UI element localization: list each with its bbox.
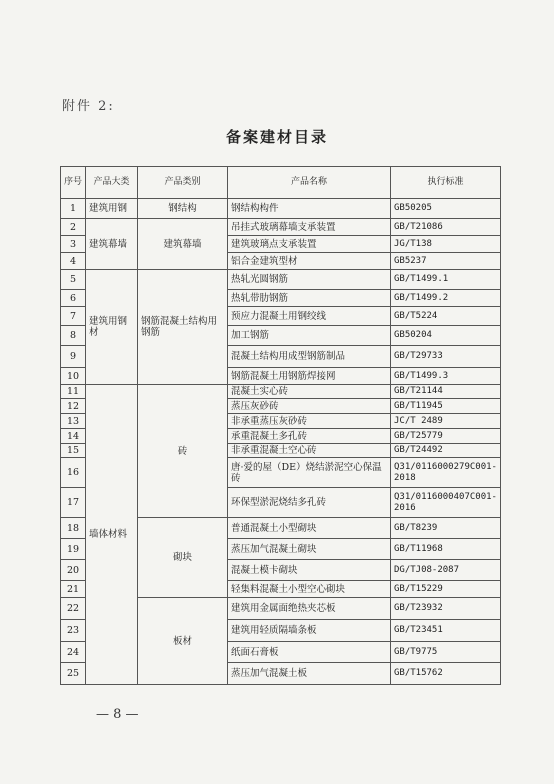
type-cell: 板材 (138, 598, 228, 685)
type-cell: 砖 (138, 385, 228, 518)
row-number: 2 (61, 219, 86, 236)
product-name: 混凝土结构用成型钢筋制品 (228, 346, 391, 368)
product-name: 建筑用金属面绝热夹芯板 (228, 598, 391, 620)
type-cell: 钢筋混凝土结构用钢筋 (138, 270, 228, 385)
row-number: 22 (61, 598, 86, 620)
product-name: 热轧带肋钢筋 (228, 290, 391, 307)
row-number: 3 (61, 236, 86, 253)
standard-code: JG/T138 (391, 236, 501, 253)
row-number: 19 (61, 539, 86, 560)
standard-code: GB/T24492 (391, 444, 501, 458)
product-name: 纸面石膏板 (228, 642, 391, 663)
category-cell: 建筑幕墙 (86, 219, 138, 270)
row-number: 8 (61, 326, 86, 346)
product-name: 蒸压加气混凝土板 (228, 663, 391, 685)
page-number: — 8 — (96, 707, 139, 722)
row-number: 21 (61, 581, 86, 598)
standard-code: GB/T15762 (391, 663, 501, 685)
product-name: 唐·爱的屋（DE）烧结淤泥空心保温砖 (228, 458, 391, 488)
standard-code: Q31/0116000407C001-2016 (391, 488, 501, 518)
standard-code: GB/T21086 (391, 219, 501, 236)
standard-code: GB/T15229 (391, 581, 501, 598)
row-number: 18 (61, 518, 86, 539)
catalog-table (60, 166, 501, 685)
type-cell: 建筑幕墙 (138, 219, 228, 270)
standard-code: GB50204 (391, 326, 501, 346)
product-name: 非承重蒸压灰砂砖 (228, 414, 391, 429)
row-number: 10 (61, 368, 86, 385)
category-cell: 建筑用钢 (86, 199, 138, 219)
document-title: 备案建材目录 (225, 128, 328, 146)
table-header-row (61, 167, 501, 199)
row-number: 17 (61, 488, 86, 518)
standard-code: GB/T29733 (391, 346, 501, 368)
product-name: 建筑用轻质隔墙条板 (228, 620, 391, 642)
product-name: 钢筋混凝土用钢筋焊接网 (228, 368, 391, 385)
row-number: 16 (61, 458, 86, 488)
row-number: 11 (61, 385, 86, 399)
row-number: 7 (61, 307, 86, 326)
header-name: 产品名称 (228, 167, 391, 199)
product-name: 建筑玻璃点支承装置 (228, 236, 391, 253)
category-cell: 建筑用钢材 (86, 270, 138, 385)
row-number: 13 (61, 414, 86, 429)
product-name: 热轧光圆钢筋 (228, 270, 391, 290)
type-cell: 砌块 (138, 518, 228, 598)
row-number: 24 (61, 642, 86, 663)
table-row (61, 199, 501, 219)
table-row (61, 219, 501, 236)
standard-code: GB/T5224 (391, 307, 501, 326)
standard-code: GB/T23932 (391, 598, 501, 620)
row-number: 12 (61, 399, 86, 414)
product-name: 非承重混凝土空心砖 (228, 444, 391, 458)
category-cell: 墙体材料 (86, 385, 138, 685)
product-name: 钢结构构件 (228, 199, 391, 219)
header-category: 产品大类 (86, 167, 138, 199)
product-name: 环保型淤泥烧结多孔砖 (228, 488, 391, 518)
row-number: 4 (61, 253, 86, 270)
standard-code: GB/T21144 (391, 385, 501, 399)
product-name: 轻集料混凝土小型空心砌块 (228, 581, 391, 598)
row-number: 14 (61, 429, 86, 444)
product-name: 吊挂式玻璃幕墙支承装置 (228, 219, 391, 236)
product-name: 混凝土实心砖 (228, 385, 391, 399)
standard-code: GB5237 (391, 253, 501, 270)
standard-code: GB/T1499.1 (391, 270, 501, 290)
row-number: 5 (61, 270, 86, 290)
header-no: 序号 (61, 167, 86, 199)
row-number: 6 (61, 290, 86, 307)
standard-code: GB/T9775 (391, 642, 501, 663)
table-row (61, 270, 501, 290)
standard-code: GB/T11968 (391, 539, 501, 560)
standard-code: GB/T8239 (391, 518, 501, 539)
row-number: 9 (61, 346, 86, 368)
standard-code: GB/T1499.3 (391, 368, 501, 385)
row-number: 20 (61, 560, 86, 581)
row-number: 25 (61, 663, 86, 685)
product-name: 加工钢筋 (228, 326, 391, 346)
product-name: 承重混凝土多孔砖 (228, 429, 391, 444)
standard-code: GB/T25779 (391, 429, 501, 444)
standard-code: GB/T11945 (391, 399, 501, 414)
row-number: 23 (61, 620, 86, 642)
type-cell: 钢结构 (138, 199, 228, 219)
row-number: 1 (61, 199, 86, 219)
row-number: 15 (61, 444, 86, 458)
standard-code: GB/T1499.2 (391, 290, 501, 307)
standard-code: Q31/0116000279C001-2018 (391, 458, 501, 488)
header-standard: 执行标准 (391, 167, 501, 199)
standard-code: GB/T23451 (391, 620, 501, 642)
product-name: 混凝土模卡砌块 (228, 560, 391, 581)
product-name: 预应力混凝土用钢绞线 (228, 307, 391, 326)
standard-code: GB50205 (391, 199, 501, 219)
header-type: 产品类别 (138, 167, 228, 199)
product-name: 蒸压灰砂砖 (228, 399, 391, 414)
product-name: 普通混凝土小型砌块 (228, 518, 391, 539)
table-row (61, 385, 501, 399)
standard-code: JC/T 2489 (391, 414, 501, 429)
attachment-label: 附件 2: (62, 99, 115, 114)
product-name: 蒸压加气混凝土砌块 (228, 539, 391, 560)
product-name: 铝合金建筑型材 (228, 253, 391, 270)
standard-code: DG/TJ08-2087 (391, 560, 501, 581)
